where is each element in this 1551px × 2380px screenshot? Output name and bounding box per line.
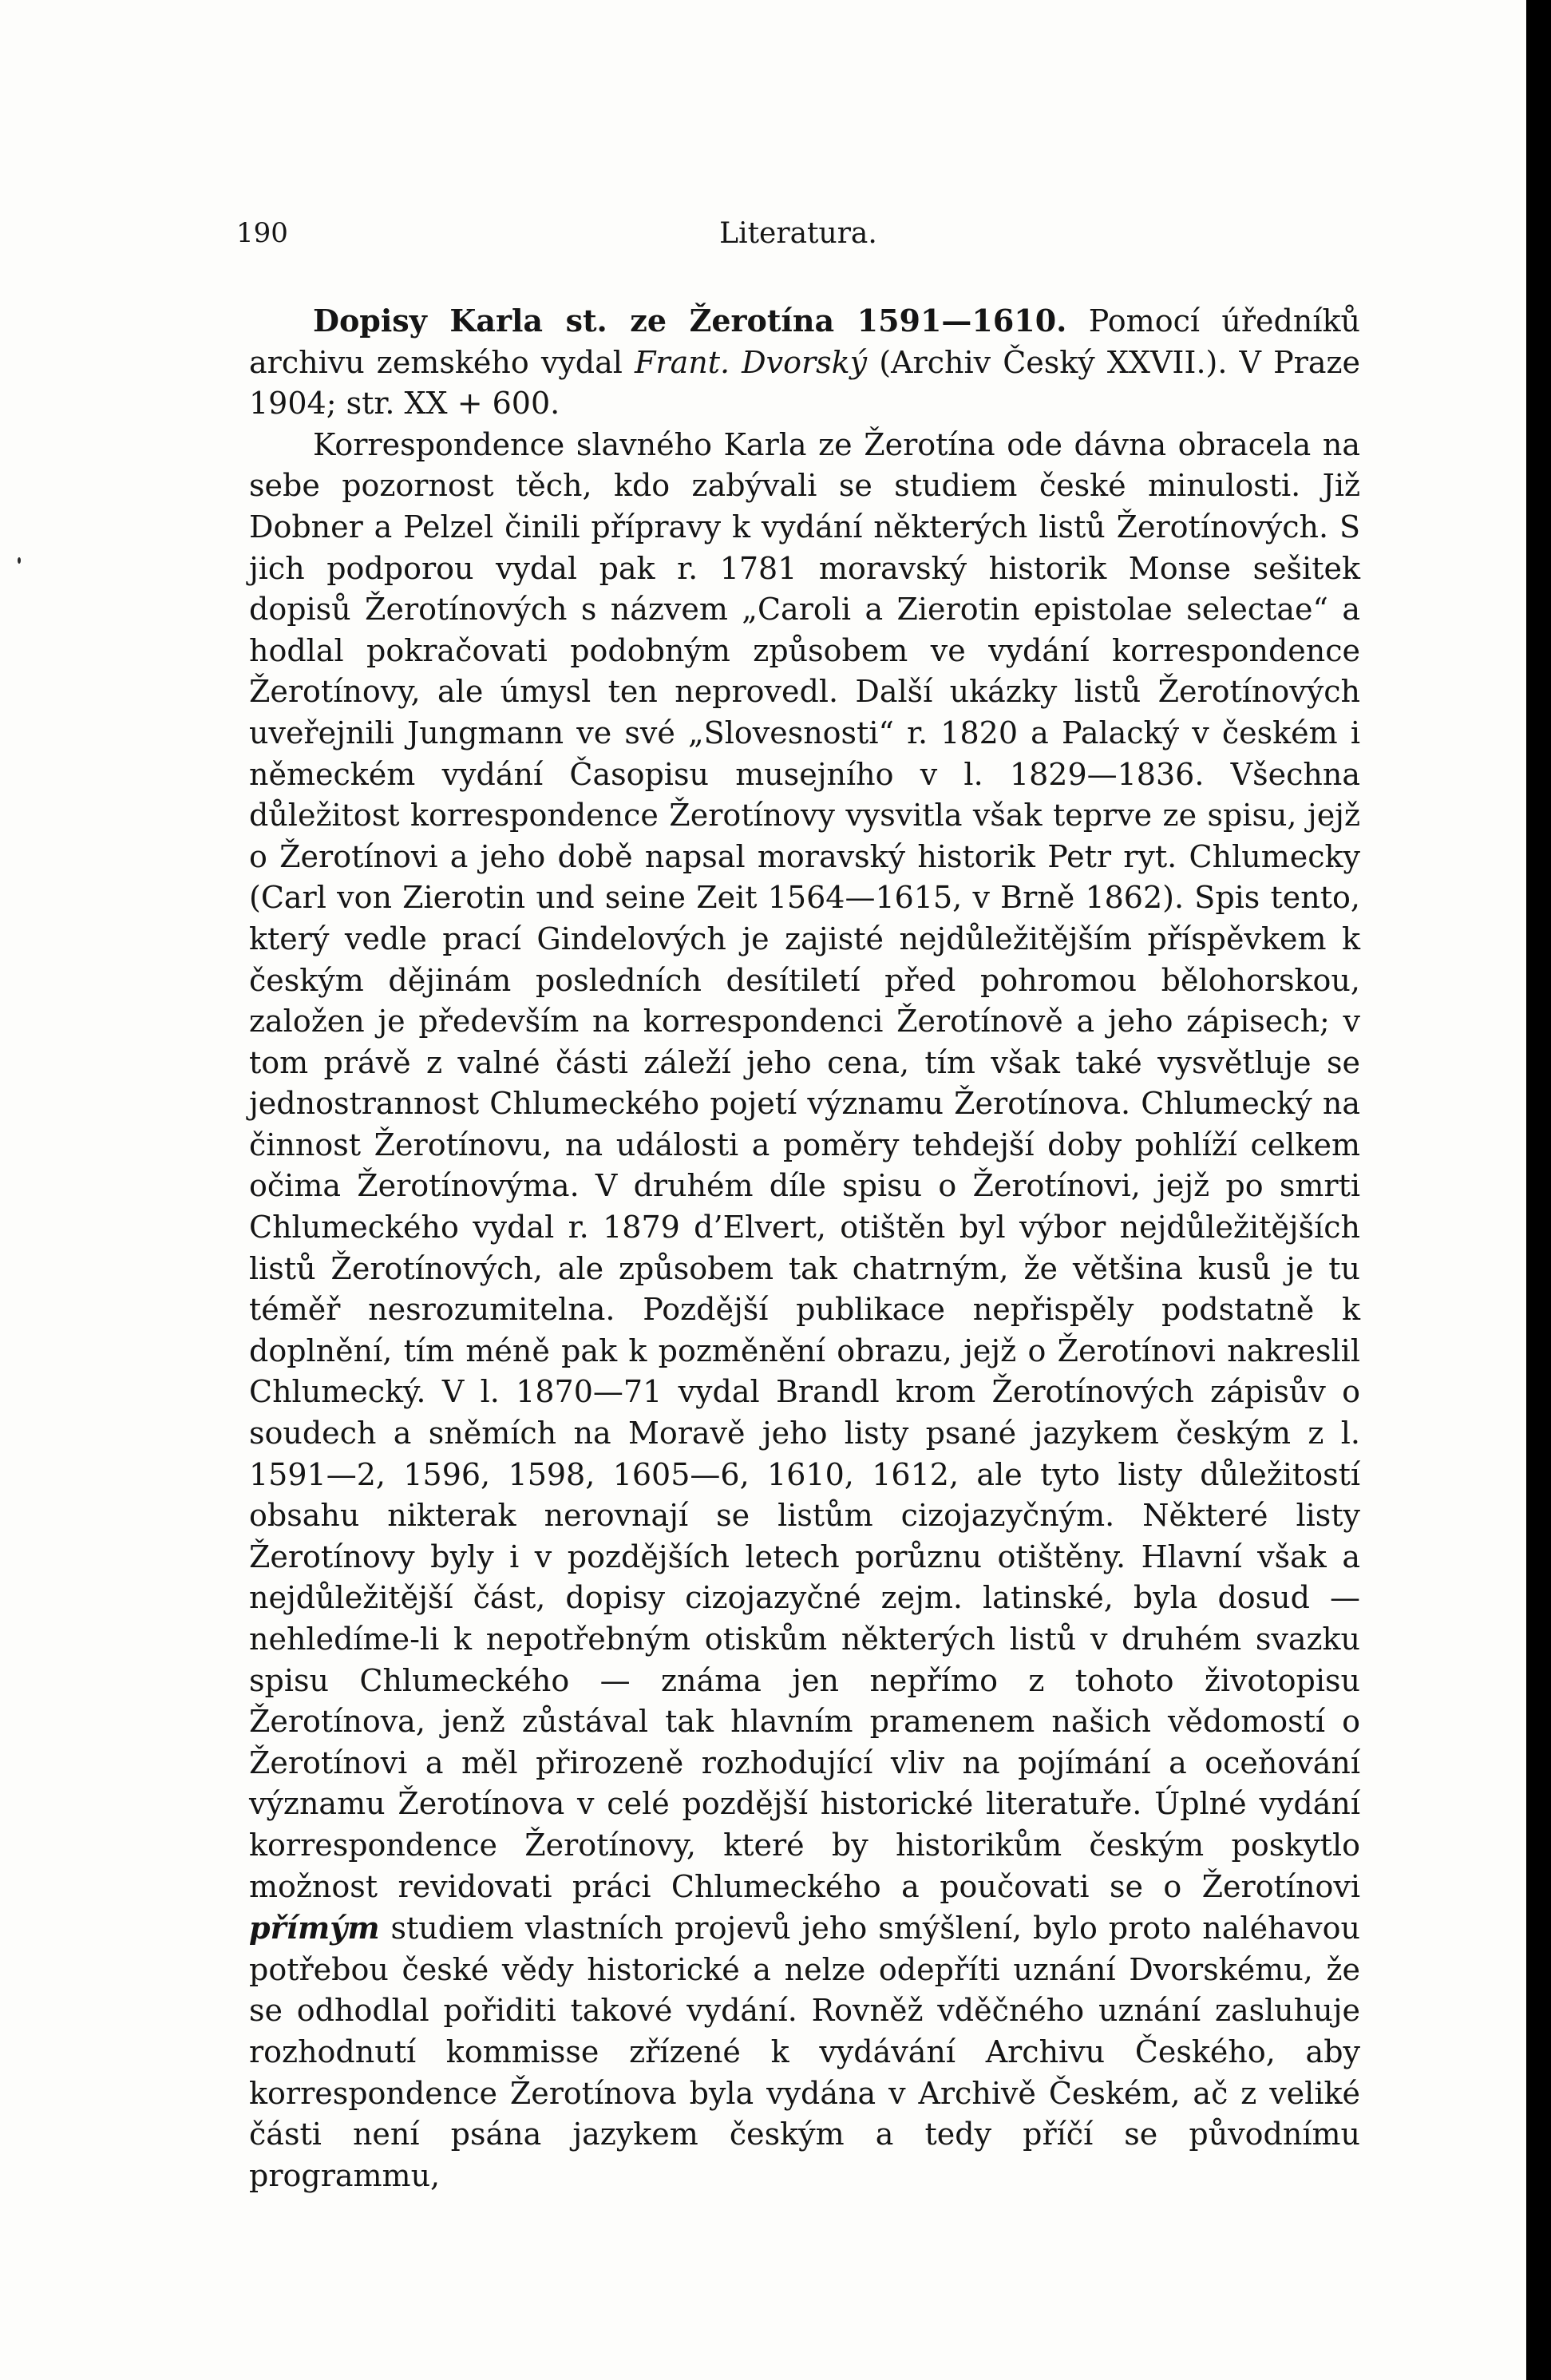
review-paragraph (249, 425, 1360, 2197)
review-emphasis: přímým (249, 1910, 380, 1946)
entry-text-1: Pomocí úředníků archivu zemského vydal (249, 303, 1360, 380)
margin-speck (18, 557, 21, 564)
entry-editor: Frant. Dvorský (635, 344, 868, 380)
entry-title: Dopisy Karla st. ze Žerotína 1591—1610. (313, 303, 1067, 339)
review-text-2: studiem vlastních projevů jeho smýšlení, bylo proto naléhavou potřebou české vědy historické a nelze odepříti uznání Dvorskému, že se odhodlal pořiditi takové vydání. Rovněž vděčného uznání zasluhuje rozhodnutí kommisse zřízené k vydávání Archivu Českého, aby korrespondence Žerotínova byla vydána v Archivě Českém, ač z veliké části není psána jazykem českým a tedy příčí se původnímu programmu, (249, 1911, 1360, 2193)
entry-text-2: (Archiv Český XXVII.). V Praze 1904; str. XX + 600. (249, 344, 1361, 422)
running-title: Literatura. (719, 217, 877, 250)
page-header (236, 217, 1360, 265)
review-text-1: Korrespondence slavného Karla ze Žerotína ode dávna obracela na sebe pozornost těch, kdo zabývali se studiem české minulosti. Již Dobner a Pelzel činili přípravy k vydání některých listů Žerotínových. S jich podporou vydal pak r. 1781 moravský historik Monse sešitek dopisů Žerotínových s názvem „Caroli a Zierotin epistolae selectae“ a hodlal pokračovati podobným způsobem ve vydání korrespondence Žerotínovy, ale úmysl ten neprovedl. Další ukázky listů Žerotínových uveřejnili Jungmann ve své „Slovesnosti“ r. 1820 a Palacký v českém i německém vydání Časopisu musejního v l. 1829—1836. Všechna důležitost korrespondence Žerotínovy vysvitla však teprve ze spisu, jejž o Žerotínovi a jeho době napsal moravský historik Petr ryt. Chlumecky (Carl von Zierotin und seine Zeit 1564—1615, v Brně 1862). Spis tento, který vedle prací Gindelových je zajisté nejdůležitějším příspěvkem k českým dějinám posledních desítiletí před pohromou bělohorskou, založen je především na korrespondenci Žerotínově a jeho zápisech; v tom právě z valné části záleží jeho cena, tím však také vysvětluje se jednostrannost Chlumeckého pojetí významu Žerotínova. Chlumecký na činnost Žerotínovu, na události a poměry tehdejší doby pohlíží celkem očima Žerotínovýma. V druhém díle spisu o Žerotínovi, jejž po smrti Chlumeckého vydal r. 1879 d’Elvert, otištěn byl výbor nejdůležitějších listů Žerotínových, ale způsobem tak chatrným, že většina kusů je tu téměř nesrozumitelna. Pozdější publikace nepřispěly podstatně k doplnění, tím méně pak k pozměnění obrazu, jejž o Žerotínovi nakreslil Chlumecký. V l. 1870—71 vydal Brandl krom Žerotínových zápisův o soudech a sněmích na Moravě jeho listy psané jazykem českým z l. 1591—2, 1596, 1598, 1605—6, 1610, 1612, ale tyto listy důležitostí obsahu nikterak nerovnají se listům cizojazyčným. Některé listy Žerotínovy byly i v pozdějších letech porůznu otištěny. Hlavní však a nejdůležitější část, dopisy cizojazyčné zejm. latinské, byla dosud — nehledíme-li k nepotřebným otiskům některých listů v druhém svazku spisu Chlumeckého — známa jen nepřímo z tohoto životopisu Žerotínova, jenž zůstával tak hlavním pramenem našich vědomostí o Žerotínovi a měl přirozeně rozhodující vliv na pojímání a oceňování významu Žerotínova v celé pozdější historické literatuře. Úplné vydání korrespondence Žerotínovy, které by historikům českým poskytlo možnost revidovati práci Chlumeckého a poučovati se o Žerotínovi (249, 426, 1360, 1904)
bibliographic-entry (249, 300, 1360, 425)
page-edge-shadow (1526, 0, 1551, 2380)
page-number: 190 (236, 217, 288, 249)
page-content (249, 300, 1360, 2196)
